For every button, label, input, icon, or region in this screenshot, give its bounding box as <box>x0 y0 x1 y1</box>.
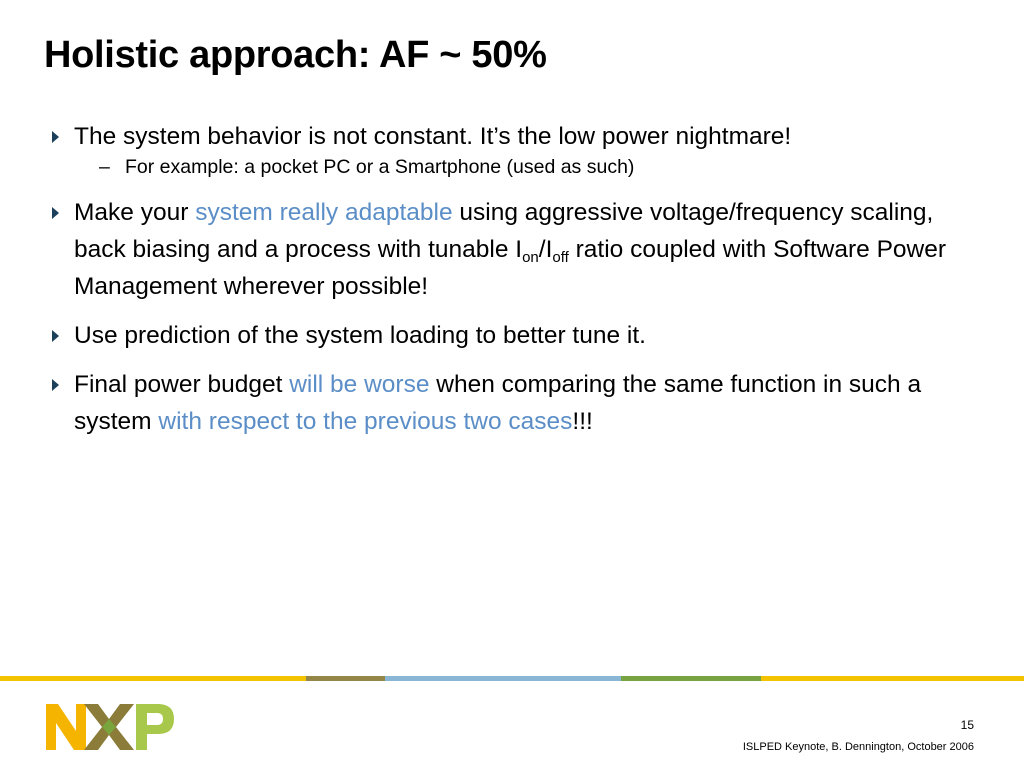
bullet-text-part: Final power budget <box>74 371 290 398</box>
footer-caption: ISLPED Keynote, B. Dennington, October 2006 <box>742 741 974 753</box>
highlight-text: with respect to the previous two cases <box>158 408 573 435</box>
subscript-on: on <box>522 249 539 266</box>
bullet-text: The system behavior is not constant. It’s the low power nightmare! <box>74 123 792 150</box>
footer-color-bar <box>0 676 1024 681</box>
bullet-item <box>0 317 974 354</box>
bullet-text-part: Make your <box>74 199 196 226</box>
bullet-text-part: using aggressive voltage/frequency scaling, back biasing and a process with tunable I <box>74 199 934 263</box>
footer-bar-segment <box>385 676 621 681</box>
footer-bar-segment <box>761 676 1024 681</box>
highlight-text: system really adaptable <box>195 199 453 226</box>
bullet-item <box>0 194 974 305</box>
highlight-text: will be worse <box>289 371 430 398</box>
footer-bar-segment <box>621 676 761 681</box>
bullet-arrow-icon <box>52 131 59 143</box>
footer-bar-segment <box>306 676 385 681</box>
bullet-arrow-icon <box>52 207 59 219</box>
nxp-logo <box>46 704 174 750</box>
footer-bar-segment <box>0 676 306 681</box>
slide-body <box>0 118 1024 440</box>
bullet-arrow-icon <box>52 330 59 342</box>
bullet-text-part: /I <box>538 236 553 263</box>
sub-bullet-dash: – <box>99 156 110 178</box>
bullet-text-part: when comparing the same function in such a system <box>74 371 922 435</box>
sub-bullet-item <box>0 154 1024 180</box>
page-number: 15 <box>960 718 974 732</box>
bullet-item <box>0 366 974 440</box>
bullet-text-part: !!! <box>572 408 593 435</box>
bullet-item <box>0 118 974 155</box>
bullet-arrow-icon <box>52 379 59 391</box>
subscript-off: off <box>552 249 569 266</box>
slide-title: Holistic approach: AF ~ 50% <box>44 34 547 76</box>
bullet-text-part: ratio coupled with Software Power Management wherever possible! <box>74 236 947 300</box>
sub-bullet-text: For example: a pocket PC or a Smartphone (used as such) <box>125 156 635 178</box>
bullet-text: Use prediction of the system loading to better tune it. <box>74 322 646 349</box>
